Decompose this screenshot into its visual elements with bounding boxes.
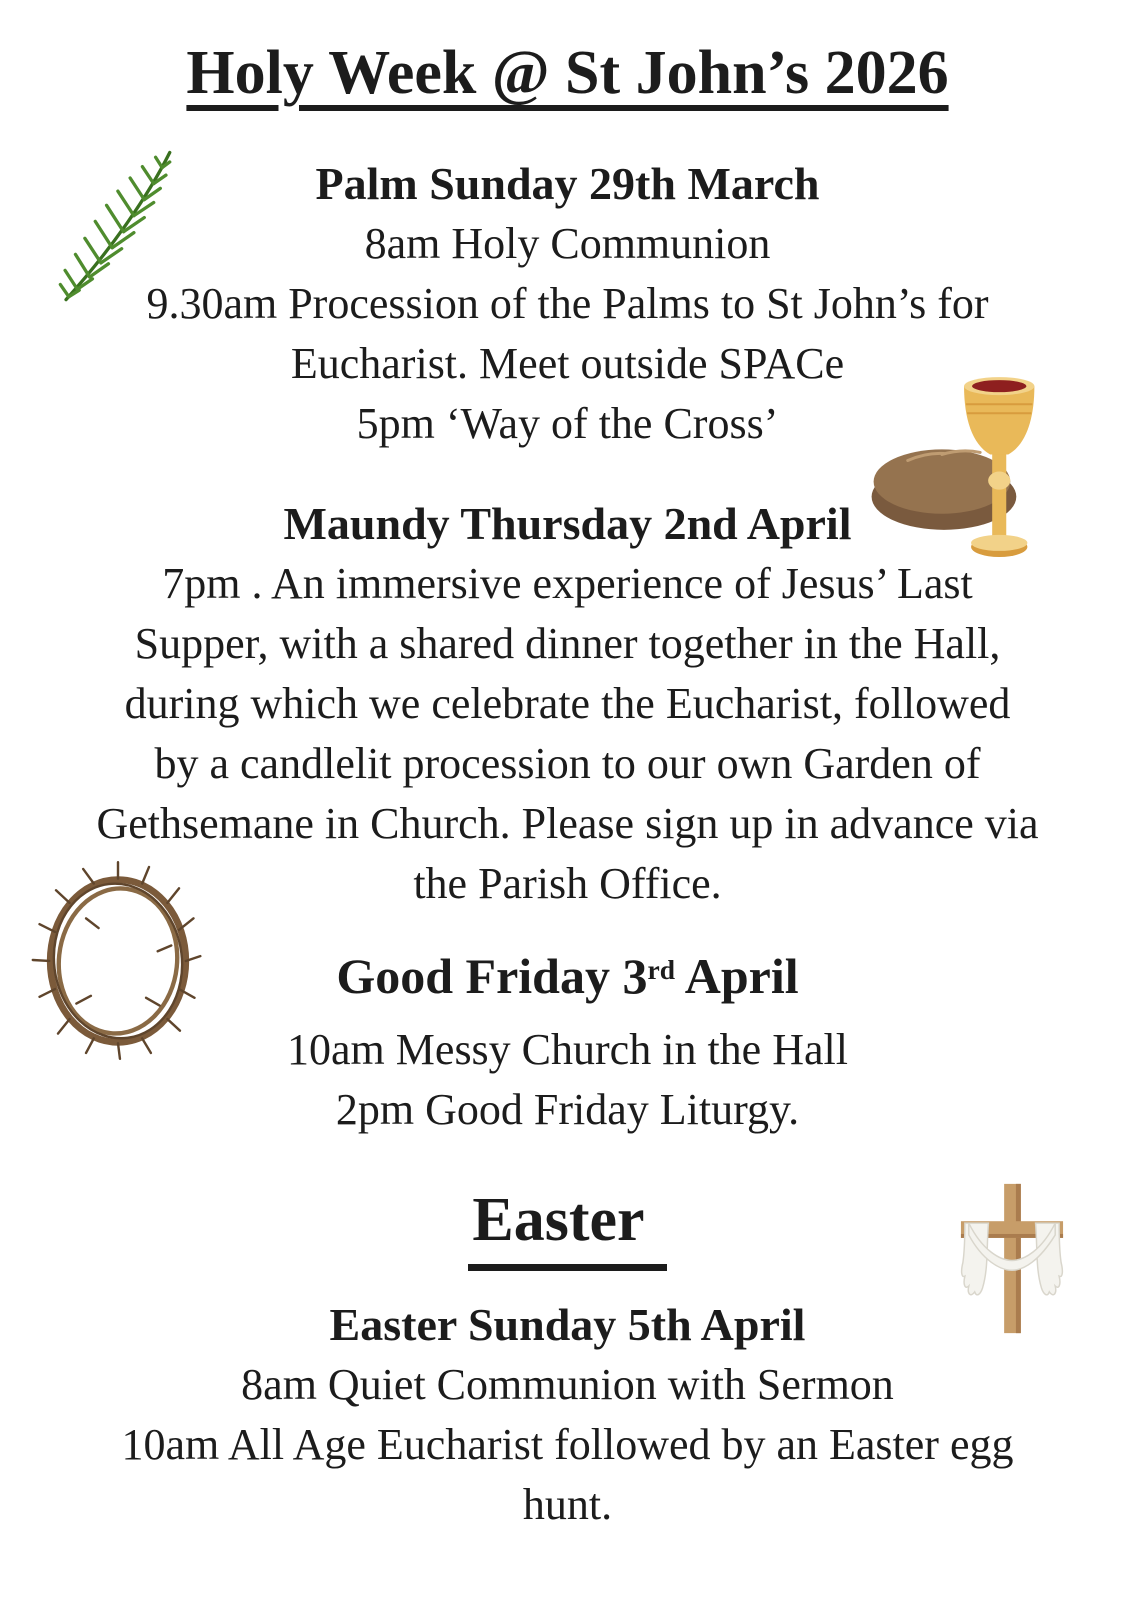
schedule-line: 8am Holy Communion xyxy=(364,219,771,268)
chalice-stem xyxy=(992,454,1006,536)
page-title-text: Holy Week @ St John’s 2026 xyxy=(186,39,949,107)
chalice-wine xyxy=(972,380,1026,392)
schedule-line: 5pm ‘Way of the Cross’ xyxy=(356,399,779,448)
crown-of-thorns-svg xyxy=(26,858,210,1062)
schedule-line: 9.30am Procession of the Palms to St John’s for xyxy=(146,279,989,328)
palm-branch-icon xyxy=(50,144,182,310)
cross-with-shroud-icon xyxy=(950,1178,1074,1340)
palm-stem xyxy=(66,153,170,300)
page-title xyxy=(0,0,1135,112)
crown-of-thorns-icon xyxy=(26,858,210,1062)
palm-sunday-heading: Palm Sunday 29th March xyxy=(315,158,820,209)
schedule-line: 2pm Good Friday Liturgy. xyxy=(335,1085,800,1134)
schedule-line: Eucharist. Meet outside SPACe xyxy=(290,339,845,388)
good-friday-heading-post: April xyxy=(675,948,799,1004)
easter-heading-text: Easter xyxy=(468,1180,666,1271)
schedule-line: 10am Messy Church in the Hall xyxy=(287,1025,848,1074)
palm-leaflets xyxy=(60,157,169,297)
easter-sunday-heading: Easter Sunday 5th April xyxy=(329,1299,806,1350)
chalice-cup xyxy=(964,386,1034,454)
chalice-foot-top xyxy=(971,535,1027,551)
ordinal-superscript: rd xyxy=(647,954,675,986)
schedule-line: 8am Quiet Communion with Sermon xyxy=(241,1360,894,1409)
schedule-line: 10am All Age Eucharist followed by an Easter egg xyxy=(121,1420,1014,1469)
schedule-line: during which we celebrate the Eucharist, followed xyxy=(124,679,1011,728)
schedule-line: the Parish Office. xyxy=(413,859,722,908)
maundy-thursday-heading: Maundy Thursday 2nd April xyxy=(283,498,852,549)
good-friday-heading-pre: Good Friday 3 xyxy=(336,948,648,1004)
bread-and-chalice-svg xyxy=(862,360,1046,566)
bread-and-chalice-icon xyxy=(862,360,1046,566)
schedule-line: Gethsemane in Church. Please sign up in advance via xyxy=(96,799,1039,848)
schedule-line: by a candlelit procession to our own Garden of xyxy=(154,739,981,788)
schedule-line: hunt. xyxy=(522,1480,613,1529)
crown-ring xyxy=(50,880,186,1043)
schedule-line: 7pm . An immersive experience of Jesus’ Last xyxy=(162,559,973,608)
chalice-knop xyxy=(988,472,1010,490)
palm-branch-svg xyxy=(50,144,182,310)
cross-with-shroud-svg xyxy=(950,1178,1074,1340)
schedule-line: Supper, with a shared dinner together in the Hall, xyxy=(134,619,1001,668)
